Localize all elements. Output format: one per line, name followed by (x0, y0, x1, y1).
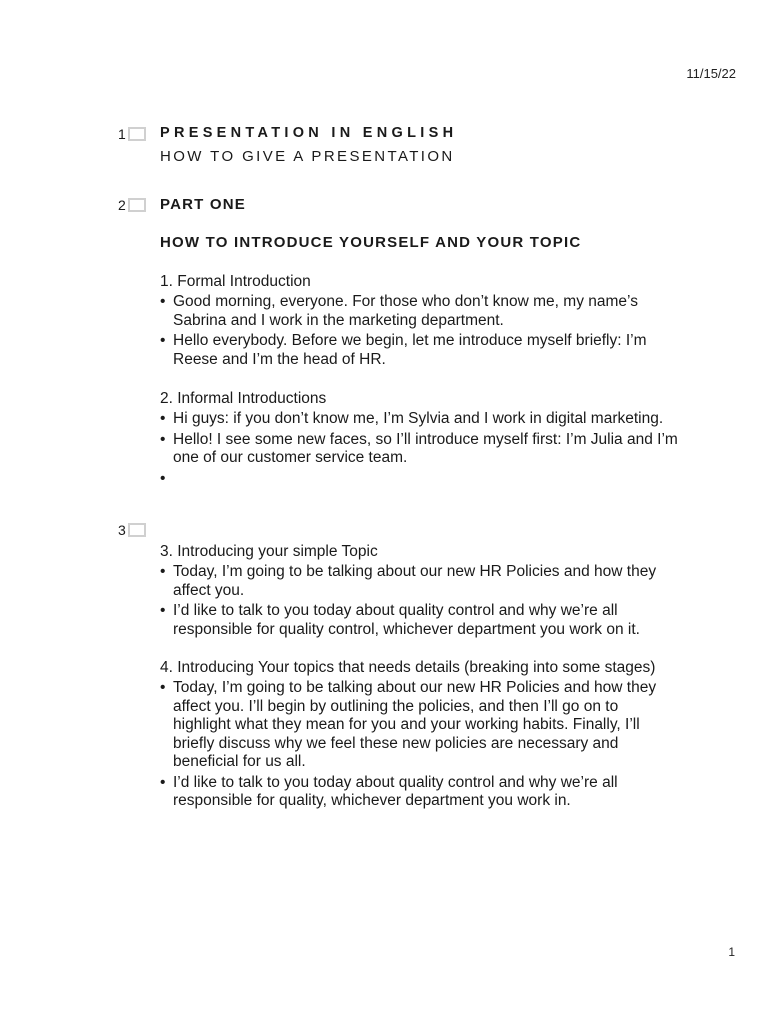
slide-thumbnail-icon (128, 127, 146, 141)
slide-number: 1 (118, 126, 126, 142)
list-item: • Today, I’m going to be talking about our new HR Policies and how they affect you. (160, 563, 680, 600)
section-heading: HOW TO INTRODUCE YOURSELF AND YOUR TOPIC (160, 234, 582, 251)
simple-topic-list (160, 563, 680, 639)
slide-2-content (160, 195, 680, 470)
informal-introductions-list (160, 410, 680, 468)
list-item: • Hello everybody. Before we begin, let me introduce myself briefly: I’m Reese and I’m the head of HR. (160, 332, 680, 369)
document-date: 11/15/22 (686, 66, 736, 81)
list-item: • Today, I’m going to be talking about our new HR Policies and how they affect you. I’ll begin by outlining the policies, and then I’ll go on to highlight what they mean for you and your working habits. Finally, I’ll briefly discuss why we feel these new policies are necessary and beneficial for us all. (160, 679, 680, 772)
slide-number: 2 (118, 197, 126, 213)
page-number: 1 (728, 945, 735, 959)
slide-thumbnail-icon (128, 523, 146, 537)
informal-introductions-title: 2. Informal Introductions (160, 390, 327, 407)
formal-introduction-list (160, 293, 680, 369)
slide-1-content (160, 123, 680, 167)
slide-number: 3 (118, 522, 126, 538)
list-item: • Hi guys: if you don’t know me, I’m Sylvia and I work in digital marketing. (160, 410, 680, 429)
slide-marker-2[interactable] (118, 197, 146, 213)
slide-marker-1[interactable] (118, 126, 146, 142)
formal-introduction-title: 1. Formal Introduction (160, 273, 311, 290)
list-item: • I’d like to talk to you today about quality control and why we’re all responsible for quality, whichever department you work in. (160, 774, 680, 811)
presentation-title: PRESENTATION IN ENGLISH (160, 125, 458, 141)
presentation-subtitle: HOW TO GIVE A PRESENTATION (160, 148, 455, 165)
simple-topic-title: 3. Introducing your simple Topic (160, 543, 378, 560)
detailed-topics-title: 4. Introducing Your topics that needs details (breaking into some stages) (160, 659, 656, 676)
list-item: • Hello! I see some new faces, so I’ll introduce myself first: I’m Julia and I’m one of our customer service team. (160, 431, 680, 468)
slide-thumbnail-icon (128, 198, 146, 212)
list-item: • I’d like to talk to you today about quality control and why we’re all responsible for quality control, whichever department you work on it. (160, 602, 680, 639)
list-item: • Good morning, everyone. For those who don’t know me, my name’s Sabrina and I work in the marketing department. (160, 293, 680, 330)
slide-3-content (160, 542, 680, 811)
detailed-topics-list (160, 679, 680, 811)
slide-marker-3[interactable] (118, 522, 146, 538)
part-heading: PART ONE (160, 196, 246, 213)
